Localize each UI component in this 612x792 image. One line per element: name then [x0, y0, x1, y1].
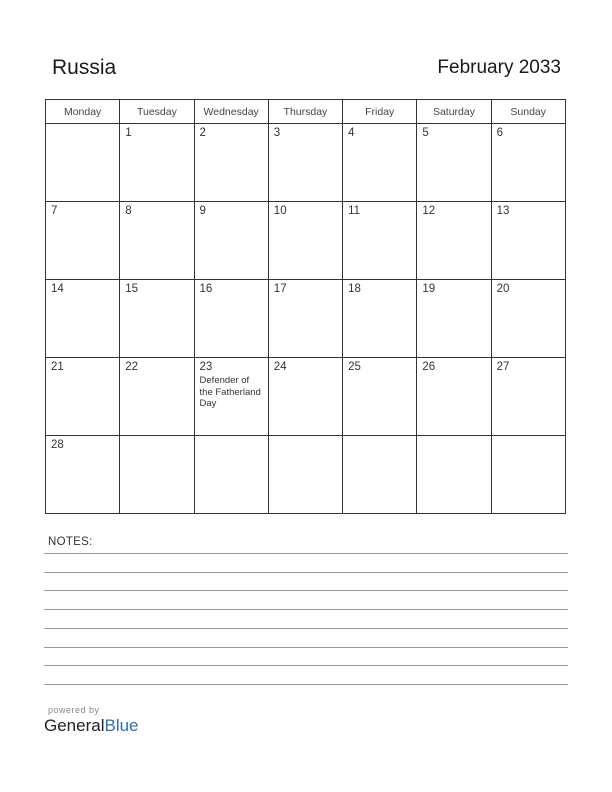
day-cell — [492, 202, 566, 280]
day-cell — [492, 358, 566, 436]
day-number: 2 — [199, 127, 206, 139]
weekday-header: Friday — [343, 100, 417, 124]
week-row — [46, 358, 566, 436]
logo-blue: Blue — [104, 716, 139, 735]
day-cell — [417, 436, 491, 514]
day-number: 28 — [51, 439, 64, 451]
notes-line — [44, 684, 568, 685]
week-row — [46, 202, 566, 280]
day-cell — [269, 124, 343, 202]
day-cell — [195, 358, 269, 436]
weekday-header: Thursday — [269, 100, 343, 124]
day-cell — [417, 358, 491, 436]
weekday-header: Saturday — [417, 100, 491, 124]
calendar-grid — [45, 99, 566, 514]
day-number: 3 — [273, 127, 281, 139]
day-number: 13 — [496, 205, 510, 217]
day-cell — [46, 124, 120, 202]
day-cell — [492, 280, 566, 358]
day-number: 16 — [199, 283, 213, 295]
powered-by-text: powered by — [48, 705, 100, 715]
day-number: 24 — [273, 361, 287, 373]
week-row — [46, 124, 566, 202]
day-cell — [417, 280, 491, 358]
day-cell — [269, 202, 343, 280]
day-cell — [269, 358, 343, 436]
day-cell — [120, 358, 194, 436]
month-title: February 2033 — [437, 57, 561, 78]
day-number: 26 — [422, 361, 436, 373]
week-row — [46, 280, 566, 358]
notes-line — [44, 609, 568, 610]
day-cell — [343, 124, 417, 202]
day-number: 1 — [125, 127, 132, 139]
day-number: 27 — [496, 361, 510, 373]
day-cell — [195, 436, 269, 514]
day-number: 23 — [199, 361, 213, 373]
day-cell — [120, 436, 194, 514]
notes-line — [44, 572, 568, 573]
day-cell — [343, 436, 417, 514]
notes-line — [44, 590, 568, 591]
weekday-header: Sunday — [492, 100, 566, 124]
day-number: 8 — [125, 205, 132, 217]
day-cell — [46, 202, 120, 280]
day-cell — [492, 124, 566, 202]
day-cell — [120, 202, 194, 280]
day-cell — [269, 436, 343, 514]
day-cell — [120, 280, 194, 358]
day-number: 17 — [273, 283, 287, 295]
day-number: 6 — [496, 127, 503, 139]
day-number: 11 — [348, 205, 361, 217]
day-cell — [120, 124, 194, 202]
day-cell — [417, 124, 491, 202]
day-cell — [195, 280, 269, 358]
notes-line — [44, 553, 568, 554]
day-cell — [417, 202, 491, 280]
day-number: 15 — [125, 283, 139, 295]
day-cell — [46, 436, 120, 514]
day-number: 5 — [422, 127, 429, 139]
day-number: 4 — [348, 127, 355, 139]
day-number: 7 — [51, 205, 58, 217]
country-title: Russia — [52, 56, 117, 79]
day-cell — [492, 436, 566, 514]
notes-line — [44, 628, 568, 629]
day-number: 14 — [51, 283, 64, 295]
day-number: 10 — [273, 205, 287, 217]
week-row — [46, 436, 566, 514]
weekday-header-row — [46, 100, 566, 124]
day-number: 18 — [348, 283, 361, 295]
weekday-header: Monday — [46, 100, 120, 124]
day-cell — [343, 202, 417, 280]
day-number: 25 — [348, 361, 361, 373]
logo-general: General — [44, 716, 105, 735]
day-number: 19 — [422, 283, 436, 295]
day-number: 12 — [422, 205, 436, 217]
weekday-header: Wednesday — [195, 100, 269, 124]
notes-line — [44, 665, 568, 666]
day-number: 22 — [125, 361, 139, 373]
notes-line — [44, 647, 568, 648]
holiday-label: Defender of the Fatherland Day — [199, 375, 261, 409]
day-number: 21 — [51, 361, 64, 373]
notes-label: NOTES: — [48, 536, 93, 548]
day-cell — [343, 358, 417, 436]
day-cell — [269, 280, 343, 358]
day-cell — [195, 202, 269, 280]
day-number: 9 — [199, 205, 206, 217]
weekday-header: Tuesday — [120, 100, 194, 124]
generalblue-logo — [44, 716, 139, 736]
day-cell — [343, 280, 417, 358]
day-cell — [195, 124, 269, 202]
day-cell — [46, 280, 120, 358]
day-number: 20 — [496, 283, 510, 295]
calendar-weeks — [46, 124, 566, 514]
day-cell — [46, 358, 120, 436]
